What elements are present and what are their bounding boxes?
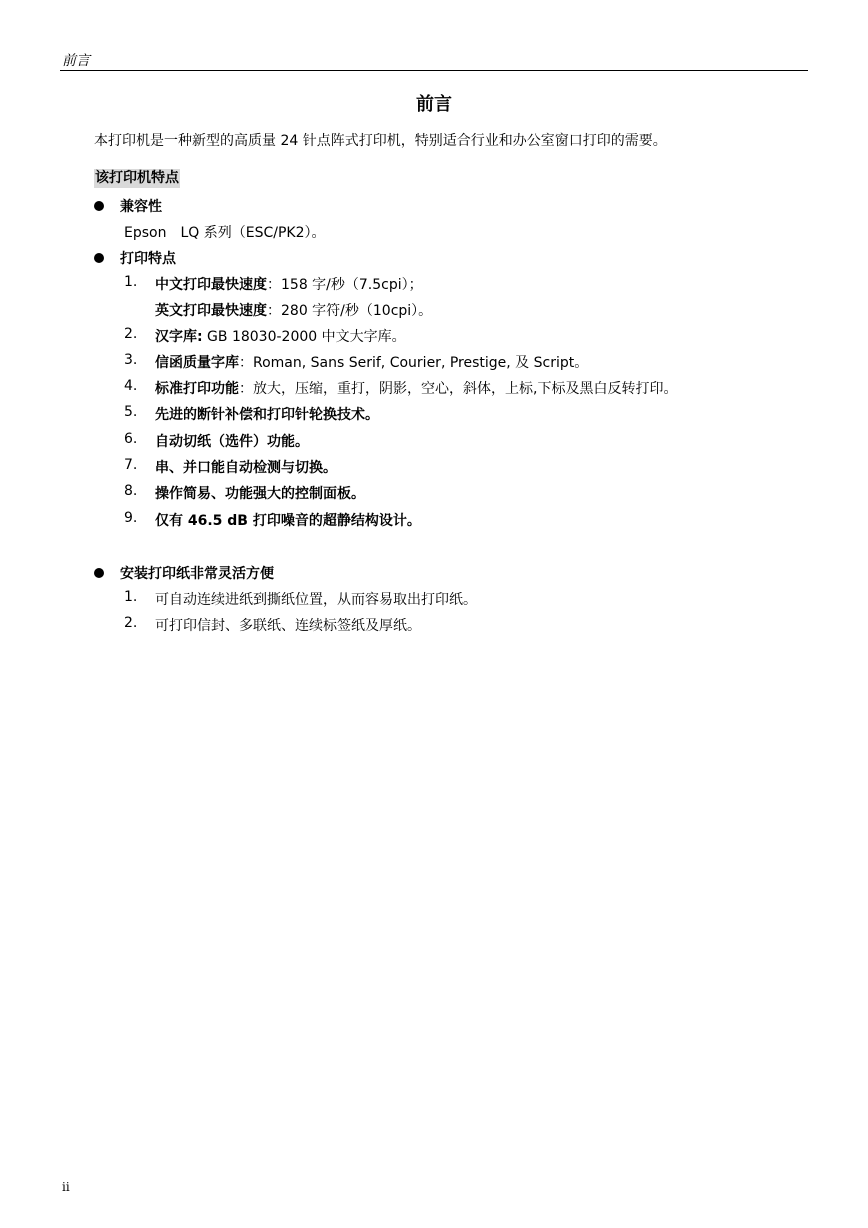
item-value: ：放大，压缩，重打，阴影，空心，斜体，上标,下标及黑白反转打印。 [239,381,678,397]
bullet-dot-icon [94,568,104,578]
item-number: 6. [124,431,138,447]
item-text [155,274,423,294]
bullet-dot-icon [94,253,104,263]
item-label: 标准打印功能 [155,381,239,397]
item-label: 汉字库: [155,329,203,345]
compat-line: Epson LQ 系列（ESC/PK2）。 [124,225,326,241]
item-text [155,300,432,320]
item-number: 8. [124,483,138,499]
item-value: ：158 字/秒（7.5cpi）； [267,277,423,293]
bullet-title: 打印特点 [120,251,176,267]
item-number: 1. [124,274,138,290]
item-number: 3. [124,352,138,368]
item-label: 信函质量字库 [155,355,239,371]
running-header: 前言 [62,53,90,69]
page-title: 前言 [416,94,452,115]
item-value: GB 18030-2000 中文大字库。 [202,329,406,345]
item-value: ：Roman, Sans Serif, Courier, Prestige, 及 Script。 [239,355,589,371]
item-text: 可打印信封、多联纸、连续标签纸及厚纸。 [155,618,421,634]
page-number: ii [62,1180,70,1194]
intro-paragraph: 本打印机是一种新型的高质量 24 针点阵式打印机，特别适合行业和办公室窗口打印的需要。 [94,133,667,149]
item-text: 仅有 46.5 dB 打印噪音的超静结构设计。 [155,513,421,529]
item-label: 中文打印最快速度 [155,277,267,293]
item-label: 英文打印最快速度 [155,303,267,319]
item-number: 4. [124,378,138,394]
item-number: 5. [124,404,138,420]
bullet-title: 兼容性 [120,199,162,215]
item-text [155,378,677,398]
bullet-dot-icon [94,201,104,211]
item-text [155,326,406,346]
item-value: ：280 字符/秒（10cpi）。 [267,303,433,319]
item-text: 可自动连续进纸到撕纸位置，从而容易取出打印纸。 [155,592,477,608]
item-text: 先进的断针补偿和打印针轮换技术。 [155,407,379,423]
item-text [155,352,588,372]
header-rule [60,70,808,71]
item-number: 2. [124,615,138,631]
item-text: 串、并口能自动检测与切换。 [155,460,337,476]
item-number: 2. [124,326,138,342]
item-number: 9. [124,510,138,526]
bullet-title: 安装打印纸非常灵活方便 [120,566,274,582]
item-number: 7. [124,457,138,473]
item-text: 自动切纸（选件）功能。 [155,434,309,450]
item-text: 操作简易、功能强大的控制面板。 [155,486,365,502]
item-number: 1. [124,589,138,605]
features-heading: 该打印机特点 [95,170,179,186]
